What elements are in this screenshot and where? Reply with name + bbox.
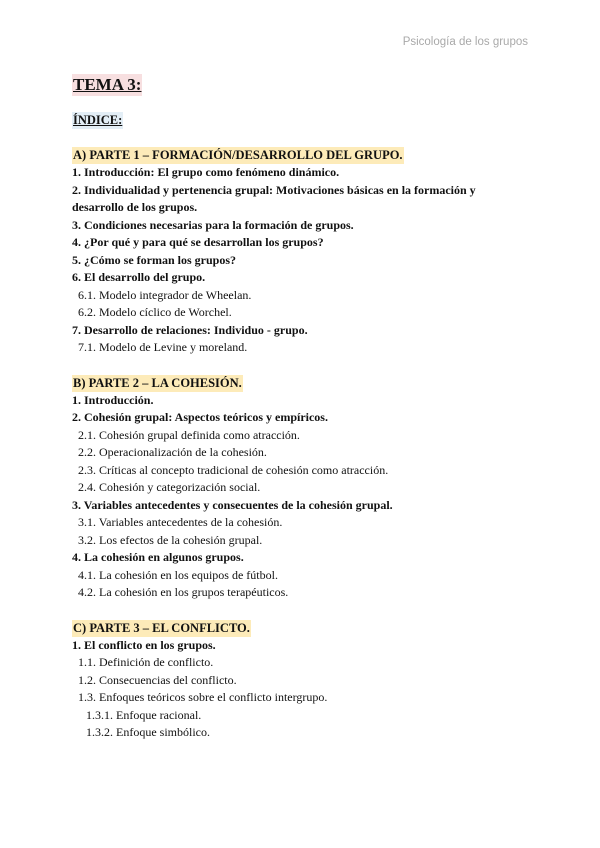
part-1-section <box>72 146 528 357</box>
index-subentry: 3.1. Variables antecedentes de la cohesión. <box>78 515 283 529</box>
index-subentry: 2.1. Cohesión grupal definida como atracción. <box>78 427 300 442</box>
index-subentry: 1.3. Enfoques teóricos sobre el conflicto intergrupo. <box>78 690 328 704</box>
index-subentry: 1.1. Definición de conflicto. <box>78 655 214 669</box>
index-entry: 2. Cohesión grupal: Aspectos teóricos y empíricos. <box>72 410 328 424</box>
index-entry: 3. Condiciones necesarias para la formación de grupos. <box>72 217 354 232</box>
index-subentry: 2.3. Críticas al concepto tradicional de cohesión como atracción. <box>78 462 389 477</box>
part-2-section <box>72 374 528 602</box>
title-row <box>72 74 528 96</box>
index-subentry: 4.1. La cohesión en los equipos de fútbol. <box>78 567 278 582</box>
page-title: TEMA 3: <box>73 75 142 94</box>
index-entry: 3. Variables antecedentes y consecuentes de la cohesión grupal. <box>72 497 393 512</box>
index-subentry: 7.1. Modelo de Levine y moreland. <box>78 340 248 354</box>
document-page <box>72 74 528 742</box>
part-3-items <box>72 637 528 742</box>
part-2-items <box>72 392 528 602</box>
index-row <box>72 96 528 129</box>
index-subentry: 2.2. Operacionalización de la cohesión. <box>78 445 267 459</box>
index-subentry: 6.1. Modelo integrador de Wheelan. <box>78 287 252 302</box>
index-entry: 4. ¿Por qué y para qué se desarrollan los grupos? <box>72 235 324 249</box>
index-entry: 4. La cohesión en algunos grupos. <box>72 550 244 564</box>
index-entry: 1. Introducción. <box>72 392 154 407</box>
index-subentry: 1.2. Consecuencias del conflicto. <box>78 672 237 687</box>
index-subentry: 3.2. Los efectos de la cohesión grupal. <box>78 532 263 547</box>
index-entry: 6. El desarrollo del grupo. <box>72 270 206 284</box>
part-1-items <box>72 164 528 357</box>
part-3-title: C) PARTE 3 – EL CONFLICTO. <box>73 620 250 635</box>
part-2-title: B) PARTE 2 – LA COHESIÓN. <box>73 375 242 390</box>
index-subentry: 2.4. Cohesión y categorización social. <box>78 480 261 494</box>
index-entry: 1. Introducción: El grupo como fenómeno dinámico. <box>72 165 340 179</box>
index-entry: 7. Desarrollo de relaciones: Individuo - grupo. <box>72 322 308 337</box>
part-3-section <box>72 619 528 742</box>
running-header: Psicología de los grupos <box>402 36 528 48</box>
index-entry: 2. Individualidad y pertenencia grupal: Motivaciones básicas en la formación y desarrollo de los grupos. <box>72 182 476 214</box>
index-subentry: 4.2. La cohesión en los grupos terapéuticos. <box>78 585 289 599</box>
index-entry: 1. El conflicto en los grupos. <box>72 637 216 652</box>
index-subentry: 1.3.1. Enfoque racional. <box>86 707 202 722</box>
index-subentry: 6.2. Modelo cíclico de Worchel. <box>78 305 232 319</box>
index-heading: ÍNDICE: <box>73 113 123 127</box>
index-entry: 5. ¿Cómo se forman los grupos? <box>72 252 236 267</box>
part-1-title: A) PARTE 1 – FORMACIÓN/DESARROLLO DEL GRUPO. <box>73 148 403 162</box>
index-subentry: 1.3.2. Enfoque simbólico. <box>86 725 210 739</box>
